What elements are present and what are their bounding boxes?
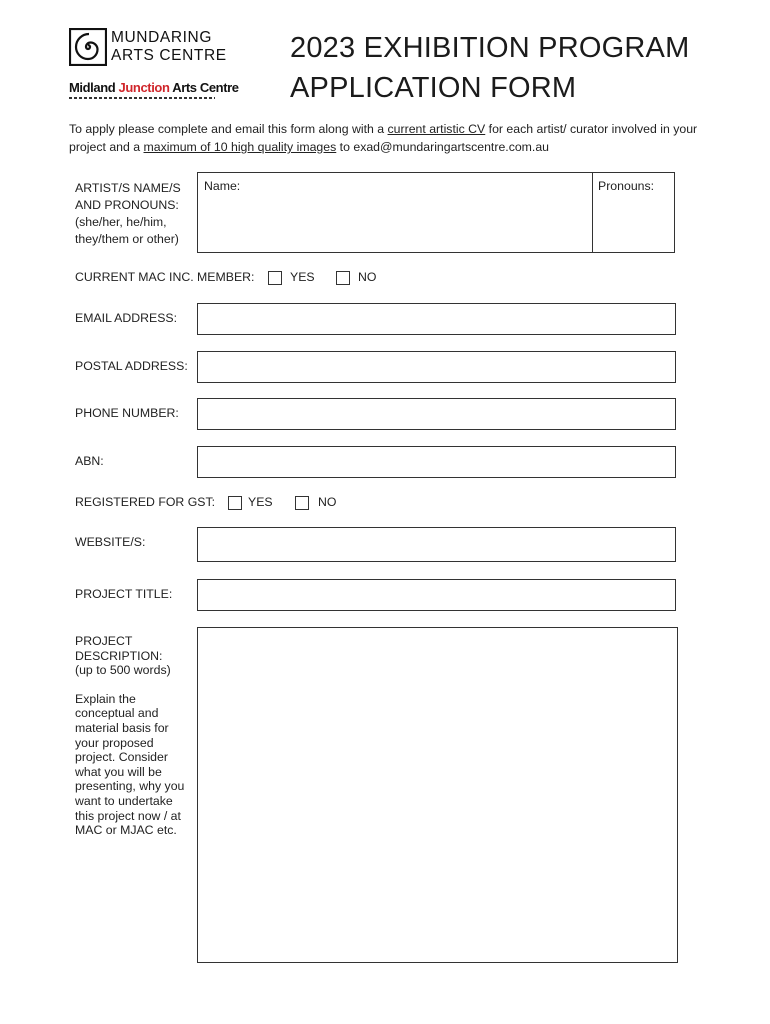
website-field[interactable]	[197, 527, 676, 562]
abn-label: ABN:	[75, 454, 104, 468]
desc-help-line: presenting, why you	[75, 779, 185, 794]
mjac-logo-part3: Arts Centre	[169, 80, 239, 95]
phone-label: PHONE NUMBER:	[75, 406, 179, 420]
desc-help-line: MAC or MJAC etc.	[75, 823, 177, 838]
desc-label-line: (up to 500 words)	[75, 663, 171, 678]
artist-label-line: AND PRONOUNS:	[75, 198, 179, 212]
logo-tagline-strip	[69, 97, 215, 99]
member-no-checkbox[interactable]	[336, 271, 350, 285]
desc-label-line: PROJECT	[75, 634, 133, 648]
artist-name-field[interactable]	[197, 172, 593, 253]
intro-part1: To apply please complete and email this form along with a	[69, 122, 388, 136]
intro-text	[69, 120, 709, 156]
website-label: WEBSITE/S:	[75, 535, 146, 549]
artist-label-line: (she/her, he/him,	[75, 215, 167, 229]
gst-yes-checkbox[interactable]	[228, 496, 242, 510]
desc-help-line: this project now / at	[75, 808, 181, 823]
intro-part3: to exad@mundaringartscentre.com.au	[336, 140, 550, 154]
phone-field[interactable]	[197, 398, 676, 430]
postal-label: POSTAL ADDRESS:	[75, 359, 188, 373]
page-title	[290, 28, 689, 108]
desc-label-line: DESCRIPTION:	[75, 648, 163, 663]
mjac-logo-part2: Junction	[118, 80, 170, 95]
desc-help-line: want to undertake	[75, 793, 173, 808]
desc-help-line: what you will be	[75, 764, 162, 779]
pronouns-field[interactable]	[592, 172, 675, 253]
postal-address-field[interactable]	[197, 351, 676, 383]
logo-line-1: MUNDARING	[111, 29, 212, 46]
project-title-field[interactable]	[197, 579, 676, 611]
member-yes-label: YES	[290, 270, 315, 284]
project-description-field[interactable]	[197, 627, 678, 963]
email-field[interactable]	[197, 303, 676, 335]
desc-help-line: project. Consider	[75, 750, 168, 765]
images-link[interactable]: maximum of 10 high quality images	[143, 140, 337, 154]
logo-line-2: ARTS CENTRE	[111, 47, 227, 64]
member-label: CURRENT MAC INC. MEMBER:	[75, 270, 255, 284]
email-label: EMAIL ADDRESS:	[75, 311, 178, 325]
artist-label-line: they/them or other)	[75, 232, 179, 246]
title-line-2: APPLICATION FORM	[290, 72, 577, 104]
mundaring-arts-centre-logo	[69, 28, 227, 68]
desc-help-line: conceptual and	[75, 706, 159, 721]
gst-label: REGISTERED FOR GST:	[75, 495, 216, 509]
title-line-1: 2023 EXHIBITION PROGRAM	[290, 32, 690, 64]
pronouns-label: Pronouns:	[598, 179, 655, 193]
desc-help-line: Explain the	[75, 691, 136, 706]
member-no-label: NO	[358, 270, 377, 284]
artist-label-line: ARTIST/S NAME/S	[75, 181, 181, 195]
cv-link[interactable]: current artistic CV	[387, 122, 486, 136]
member-yes-checkbox[interactable]	[268, 271, 282, 285]
spiral-logo-icon	[69, 28, 107, 66]
artist-names-label	[75, 180, 181, 248]
project-title-label: PROJECT TITLE:	[75, 587, 173, 601]
gst-no-label: NO	[318, 495, 337, 509]
intro-part2: for each artist/ curator involved in your project and a	[69, 122, 698, 154]
mjac-logo-part1: Midland	[69, 80, 119, 95]
gst-yes-label: YES	[248, 495, 273, 509]
desc-help-line: material basis for	[75, 720, 169, 735]
project-description-label	[75, 634, 195, 838]
midland-junction-arts-centre-logo	[69, 80, 239, 102]
desc-help-line: your proposed	[75, 735, 154, 750]
name-label: Name:	[204, 179, 241, 193]
gst-no-checkbox[interactable]	[295, 496, 309, 510]
abn-field[interactable]	[197, 446, 676, 478]
